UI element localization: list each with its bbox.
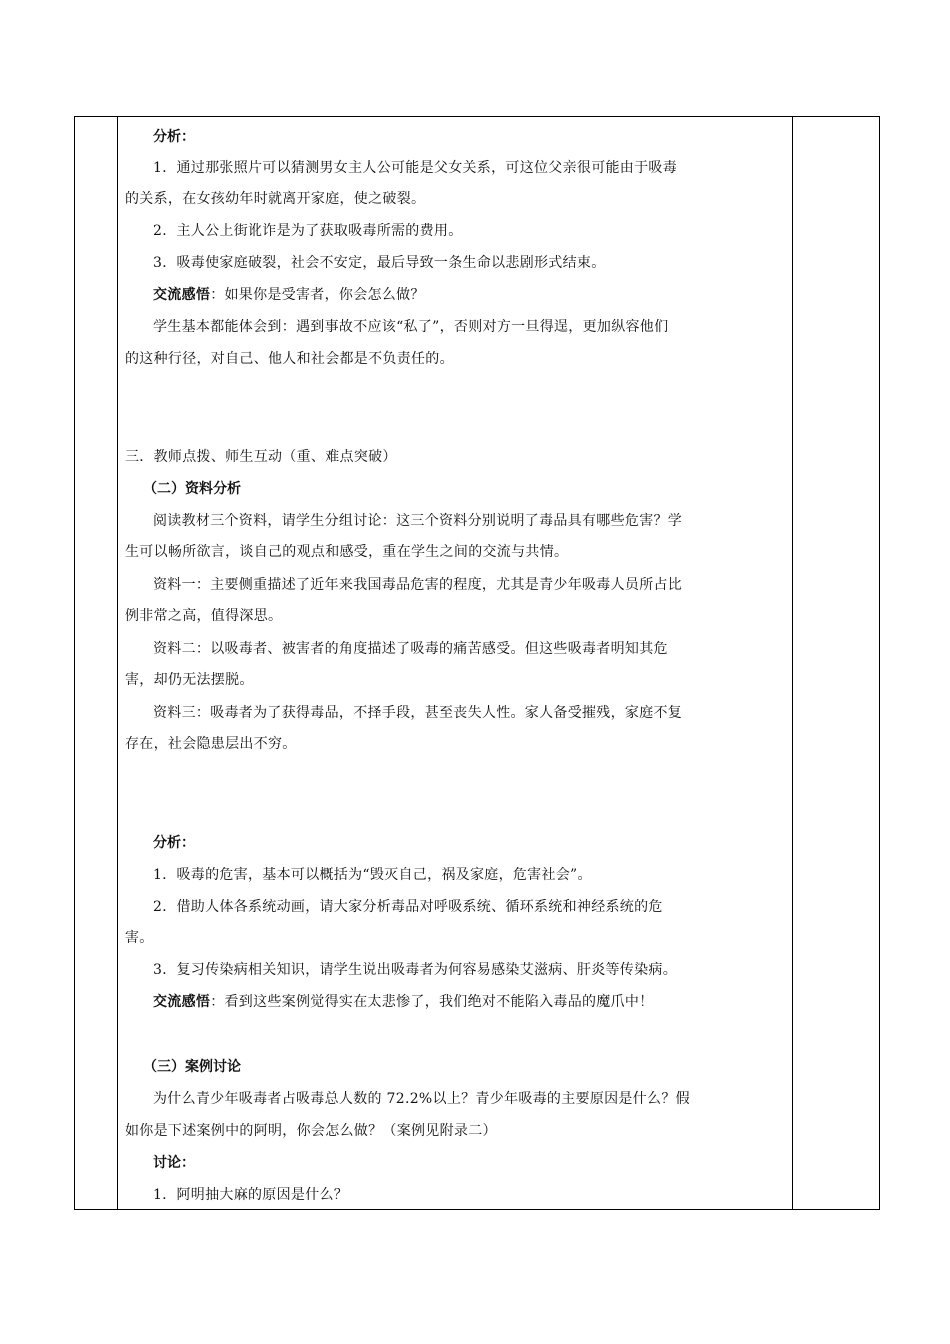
analysis-point-1b: 的关系，在女孩幼年时就离开家庭，使之破裂。 bbox=[125, 191, 426, 207]
lesson-table bbox=[74, 116, 880, 1210]
section-title: 三．教师点拨、师生互动（重、难点突破） bbox=[125, 449, 397, 465]
material-2b: 害，却仍无法摆脱。 bbox=[125, 672, 254, 688]
harm-point-3: 3．复习传染病相关知识，请学生说出吸毒者为何容易感染艾滋病、肝炎等传染病。 bbox=[153, 962, 678, 978]
exchange-label-2: 交流感悟 bbox=[153, 994, 211, 1010]
analysis-point-1a: 1．通过那张照片可以猜测男女主人公可能是父女关系，可这位父亲很可能由于吸毒 bbox=[153, 160, 678, 176]
case-question-a: 为什么青少年吸毒者占吸毒总人数的 72.2%以上？青少年吸毒的主要原因是什么？假 bbox=[153, 1091, 690, 1107]
discussion-point-1: 1．阿明抽大麻的原因是什么？ bbox=[153, 1187, 349, 1203]
analysis-heading-2: 分析： bbox=[153, 835, 195, 851]
harm-point-1: 1．吸毒的危害，基本可以概括为“毁灭自己，祸及家庭，危害社会”。 bbox=[153, 867, 592, 883]
exchange-text-2: ：看到这些案例觉得实在太悲惨了，我们绝对不能陷入毒品的魔爪中！ bbox=[210, 994, 654, 1010]
exchange-insight-2 bbox=[125, 992, 654, 1012]
harm-point-2a: 2．借助人体各系统动画，请大家分析毒品对呼吸系统、循环系统和神经系统的危 bbox=[153, 899, 663, 915]
analysis-point-3: 3．吸毒使家庭破裂，社会不安定，最后导致一条生命以悲剧形式结束。 bbox=[153, 255, 606, 271]
discussion-heading: 讨论： bbox=[153, 1155, 195, 1171]
material-1a: 资料一：主要侧重描述了近年来我国毒品危害的程度，尤其是青少年吸毒人员所占比 bbox=[153, 577, 683, 593]
left-column bbox=[75, 117, 118, 1209]
reading-task-a: 阅读教材三个资料，请学生分组讨论：这三个资料分别说明了毒品具有哪些危害？学 bbox=[153, 513, 683, 529]
subsection-case: （三）案例讨论 bbox=[143, 1059, 241, 1075]
analysis-point-2: 2．主人公上街讹诈是为了获取吸毒所需的费用。 bbox=[153, 223, 463, 239]
student-response-b: 的这种行径，对自己、他人和社会都是不负责任的。 bbox=[125, 351, 454, 367]
subsection-materials: （二）资料分析 bbox=[143, 481, 241, 497]
exchange-text-1: ：如果你是受害者，你会怎么做？ bbox=[210, 287, 425, 303]
case-question-b: 如你是下述案例中的阿明，你会怎么做？（案例见附录二） bbox=[125, 1123, 497, 1139]
reading-task-b: 生可以畅所欲言，谈自己的观点和感受，重在学生之间的交流与共情。 bbox=[125, 544, 569, 560]
student-response-a: 学生基本都能体会到：遇到事故不应该“私了”，否则对方一旦得逞，更加纵容他们 bbox=[153, 319, 669, 335]
material-3a: 资料三：吸毒者为了获得毒品，不择手段，甚至丧失人性。家人备受摧残，家庭不复 bbox=[153, 705, 683, 721]
material-2a: 资料二：以吸毒者、被害者的角度描述了吸毒的痛苦感受。但这些吸毒者明知其危 bbox=[153, 641, 668, 657]
exchange-label-1: 交流感悟 bbox=[153, 287, 211, 303]
material-3b: 存在，社会隐患层出不穷。 bbox=[125, 736, 297, 752]
harm-point-2b: 害。 bbox=[125, 930, 154, 946]
exchange-insight-1 bbox=[125, 285, 425, 305]
material-1b: 例非常之高，值得深思。 bbox=[125, 608, 283, 624]
analysis-heading-1: 分析： bbox=[153, 129, 195, 145]
right-column bbox=[792, 117, 879, 1209]
